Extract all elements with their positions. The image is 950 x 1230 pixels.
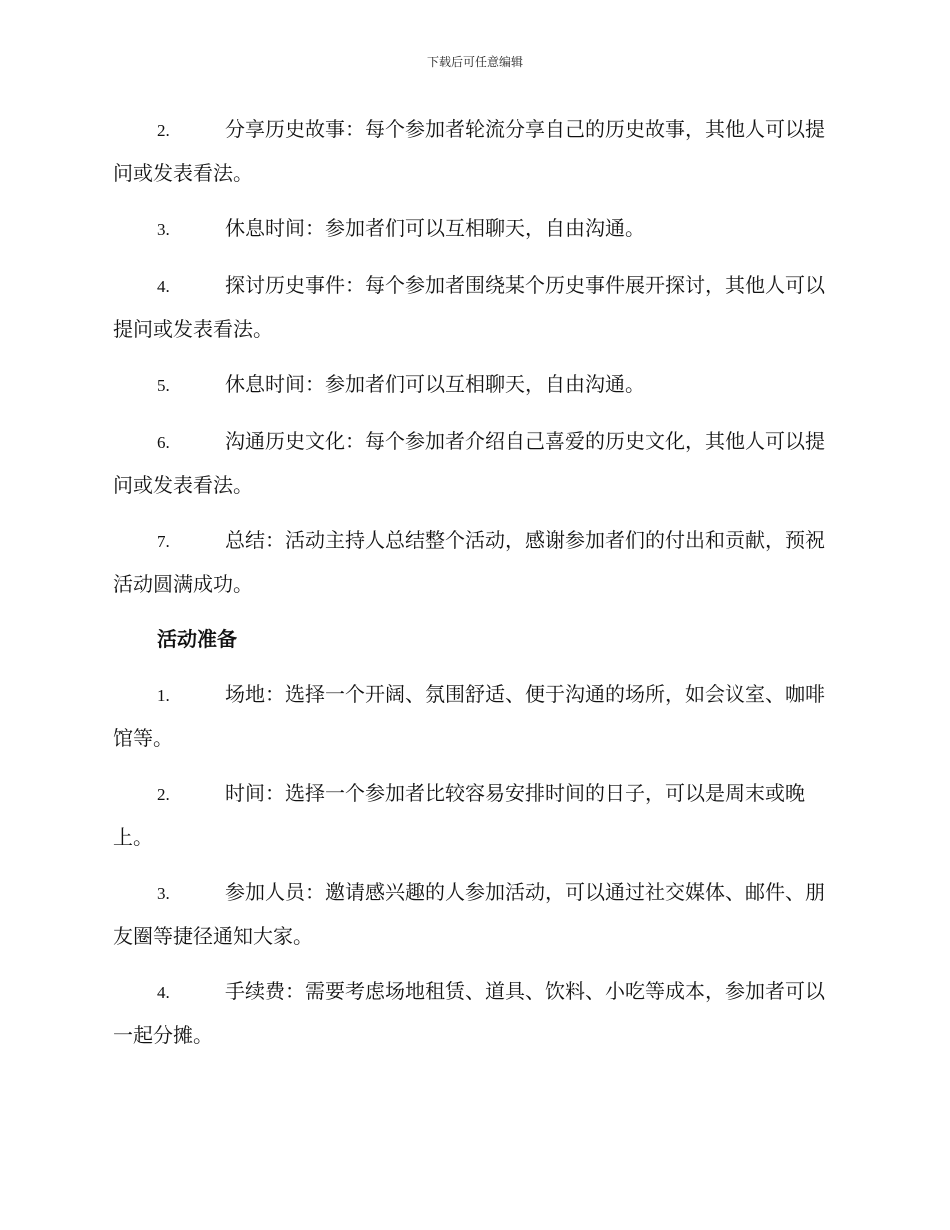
- schedule-item: [113, 108, 835, 194]
- item-number: 1.: [157, 686, 170, 705]
- item-number: 3.: [157, 884, 170, 903]
- item-text: 分享历史故事：每个参加者轮流分享自己的历史故事，其他人可以提问或发表看法。: [113, 117, 825, 185]
- item-number: 5.: [157, 376, 170, 395]
- schedule-item: [113, 207, 835, 251]
- item-number: 2.: [157, 785, 170, 804]
- item-text: 场地：选择一个开阔、氛围舒适、便于沟通的场所，如会议室、咖啡馆等。: [113, 682, 825, 750]
- item-number: 3.: [157, 220, 170, 239]
- item-text: 参加人员：邀请感兴趣的人参加活动，可以通过社交媒体、邮件、朋友圈等捷径通知大家。: [113, 880, 825, 948]
- item-number: 4.: [157, 277, 170, 296]
- item-text: 总结：活动主持人总结整个活动，感谢参加者们的付出和贡献，预祝活动圆满成功。: [113, 528, 825, 596]
- item-number: 2.: [157, 121, 170, 140]
- item-text: 手续费：需要考虑场地租赁、道具、饮料、小吃等成本，参加者可以一起分摊。: [113, 979, 825, 1047]
- schedule-item: [113, 420, 835, 506]
- preparation-item: [113, 772, 835, 858]
- preparation-item: [113, 970, 835, 1056]
- item-number: 6.: [157, 433, 170, 452]
- item-text: 探讨历史事件：每个参加者围绕某个历史事件展开探讨，其他人可以提问或发表看法。: [113, 273, 825, 341]
- item-text: 时间：选择一个参加者比较容易安排时间的日子，可以是周末或晚上。: [113, 781, 805, 849]
- schedule-item: [113, 363, 835, 407]
- preparation-item: [113, 871, 835, 957]
- item-text: 沟通历史文化：每个参加者介绍自己喜爱的历史文化，其他人可以提问或发表看法。: [113, 429, 825, 497]
- section-title-preparation: 活动准备: [157, 627, 237, 651]
- item-number: 7.: [157, 532, 170, 551]
- item-number: 4.: [157, 983, 170, 1002]
- schedule-item: [113, 519, 835, 605]
- schedule-item: [113, 264, 835, 350]
- document-body: [113, 108, 835, 1069]
- page-header: 下载后可任意编辑: [426, 55, 523, 69]
- item-text: 休息时间：参加者们可以互相聊天，自由沟通。: [225, 372, 645, 396]
- preparation-item: [113, 673, 835, 759]
- item-text: 休息时间：参加者们可以互相聊天，自由沟通。: [225, 216, 645, 240]
